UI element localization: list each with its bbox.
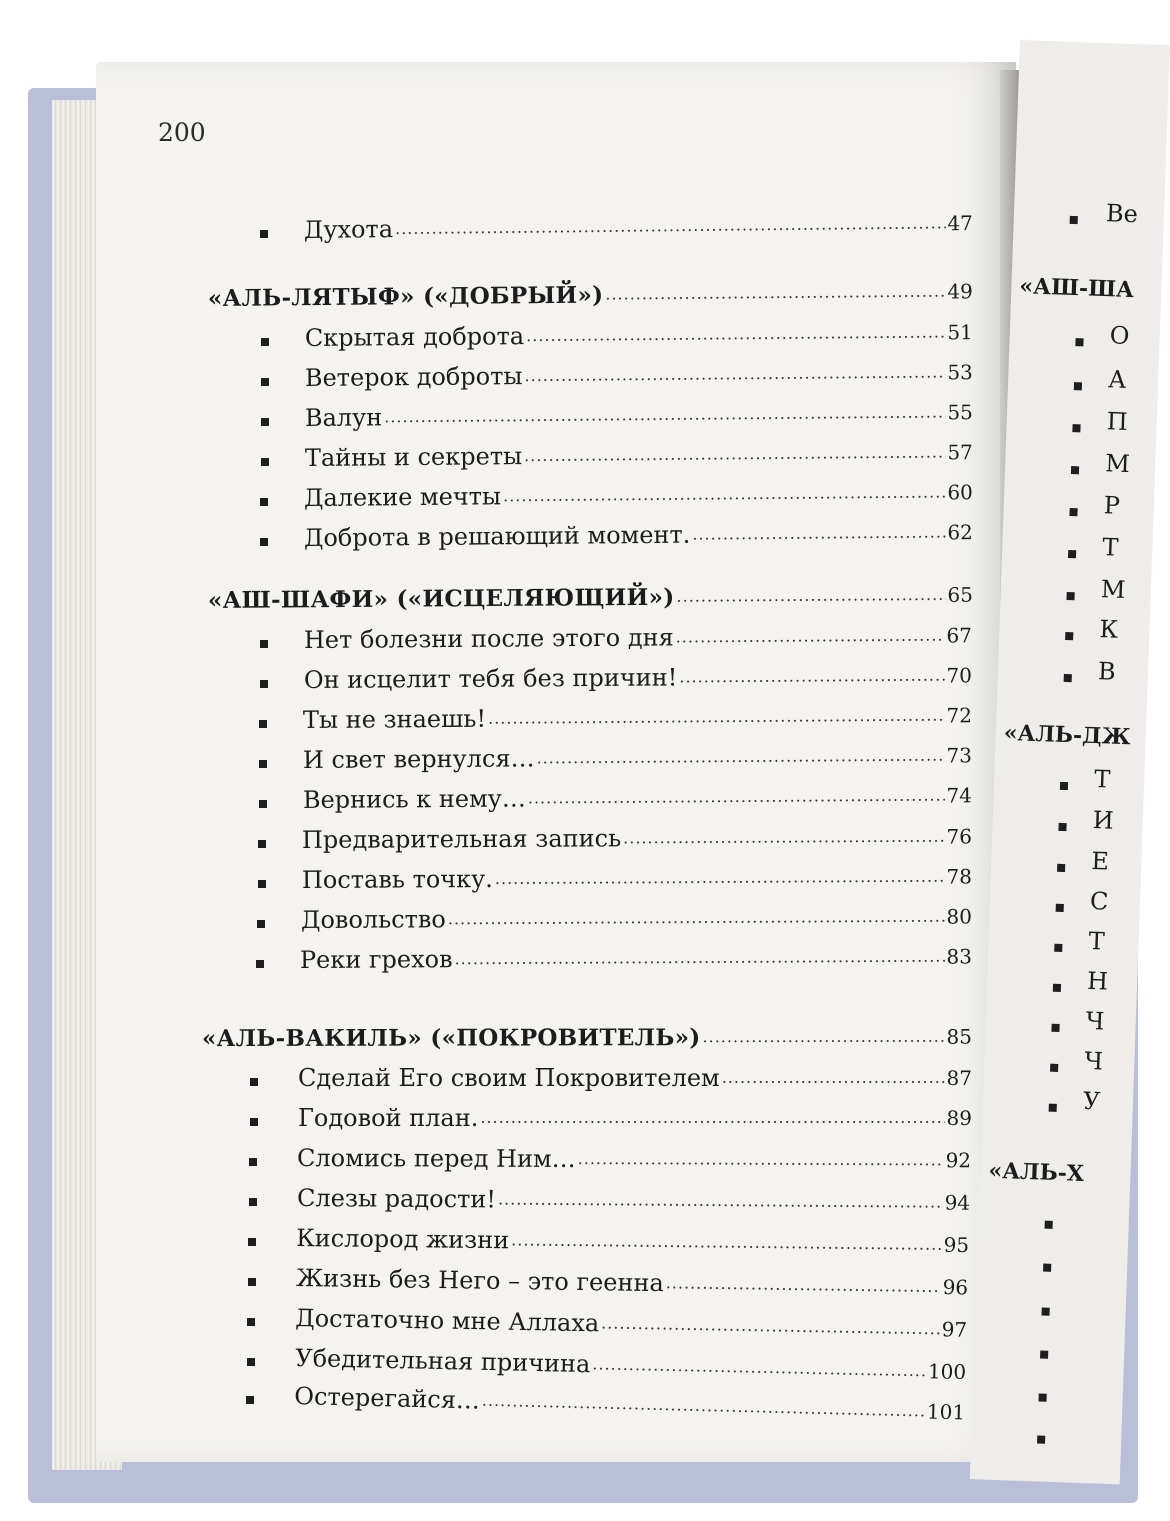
- bullet-icon: [1068, 550, 1076, 558]
- toc-page-number: 70: [946, 663, 972, 688]
- bullet-icon: [260, 498, 268, 506]
- toc-entry: [305, 312, 973, 352]
- toc-entry: [298, 1098, 972, 1132]
- bullet-icon: [1064, 674, 1072, 682]
- toc-entry: [304, 655, 972, 694]
- toc-entry: [305, 352, 973, 392]
- toc-entry-title: И: [1092, 806, 1115, 835]
- dot-leader: [526, 322, 945, 345]
- toc-entry: [298, 1058, 972, 1092]
- toc-entry-title: П: [1106, 407, 1129, 436]
- page-number: 200: [158, 118, 206, 147]
- toc-page-number: 94: [944, 1190, 971, 1215]
- toc-entry: [304, 512, 973, 552]
- toc-entry-title: В: [1097, 657, 1117, 686]
- toc-page-number: 80: [946, 904, 972, 929]
- bullet-icon: [248, 1278, 256, 1286]
- toc-page-number: 51: [947, 320, 973, 345]
- dot-leader: [601, 1313, 940, 1338]
- dot-leader: [722, 1068, 945, 1087]
- bullet-icon: [260, 640, 268, 648]
- toc-page-number: 65: [947, 582, 973, 607]
- bullet-icon: [1049, 1104, 1057, 1112]
- dot-leader: [498, 1189, 943, 1211]
- dot-leader: [384, 402, 945, 426]
- toc-entry-title: Скрытая доброта: [304, 322, 525, 352]
- toc-section-heading: «АЛЬ-ДЖ: [1003, 719, 1132, 751]
- toc-entry: [305, 432, 973, 472]
- toc-page-number: 87: [946, 1066, 972, 1090]
- dot-leader: [488, 706, 944, 728]
- toc-entry-title: Вернись к нему…: [302, 784, 526, 814]
- toc-entry-title: Нет болезни после этого дня: [303, 623, 674, 654]
- bullet-icon: [1038, 1393, 1046, 1401]
- toc-entry-title: Т: [1101, 533, 1119, 562]
- dot-leader: [524, 362, 945, 385]
- toc-entry: [296, 1218, 969, 1259]
- bullet-icon: [1070, 216, 1078, 224]
- toc-entry-title: Е: [1090, 847, 1110, 876]
- bullet-icon: [259, 760, 267, 768]
- toc-entry: [302, 856, 972, 894]
- toc-entry-title: Валун: [304, 403, 383, 432]
- bullet-icon: [259, 800, 267, 808]
- toc-entry-title: М: [1104, 449, 1131, 479]
- toc-entry-title: Достаточно мне Аллаха: [295, 1304, 600, 1338]
- toc-entry-title: Он исцелит тебя без причин!: [303, 663, 678, 694]
- toc-entry-title: Довольство: [300, 905, 446, 934]
- toc-entry-title: Кислород жизни: [296, 1224, 510, 1255]
- bullet-icon: [1054, 944, 1062, 952]
- toc-entry: [305, 392, 973, 432]
- toc-page-number: 76: [946, 824, 972, 849]
- toc-entry-title: О: [1109, 321, 1130, 350]
- toc-page-number: 62: [947, 520, 973, 545]
- bullet-icon: [1060, 782, 1068, 790]
- bullet-icon: [1056, 904, 1064, 912]
- dot-leader: [495, 867, 945, 888]
- dot-leader: [482, 1391, 926, 1421]
- toc-entry-title: Слезы радости!: [297, 1184, 497, 1214]
- toc-entry-title: И свет вернулся…: [302, 744, 535, 774]
- toc-page-number: 47: [947, 210, 973, 236]
- toc-page-number: 96: [942, 1275, 969, 1300]
- toc-entry-title: Т: [1093, 765, 1111, 794]
- bullet-icon: [1075, 338, 1083, 346]
- bullet-icon: [247, 1318, 255, 1326]
- toc-entry-title: Жизнь без Него – это геенна: [296, 1264, 664, 1298]
- bullet-icon: [1065, 632, 1073, 640]
- bullet-icon: [1050, 1064, 1058, 1072]
- bullet-icon: [1066, 592, 1074, 600]
- bullet-icon: [258, 840, 266, 848]
- toc-page-number: 67: [946, 623, 972, 648]
- dot-leader: [528, 786, 945, 808]
- toc-entry: [302, 816, 972, 854]
- dot-leader: [395, 213, 946, 238]
- toc-entry: [304, 203, 973, 244]
- bullet-icon: [1045, 1221, 1053, 1229]
- toc-entry: [301, 896, 972, 934]
- bullet-icon: [259, 720, 267, 728]
- toc-entry: [304, 615, 972, 654]
- toc-page-number: 95: [943, 1232, 970, 1258]
- bullet-icon: [256, 960, 264, 968]
- toc-entry: [300, 936, 972, 974]
- toc-entry-title: Далекие мечты: [303, 482, 502, 512]
- bullet-icon: [258, 880, 266, 888]
- toc-entry-title: «АШ-ШАФИ» («ИСЦЕЛЯЮЩИЙ»): [207, 583, 675, 614]
- toc-entry-title: Ве: [1105, 199, 1139, 229]
- dot-leader: [692, 522, 945, 543]
- dot-leader: [676, 626, 945, 647]
- bullet-icon: [250, 1078, 258, 1086]
- toc-entry-title: Реки грехов: [299, 945, 453, 974]
- toc-entry: [297, 1138, 971, 1174]
- toc-entry-title: Р: [1103, 491, 1121, 520]
- toc-entry-title: Убедительная причина: [295, 1344, 591, 1379]
- dot-leader: [703, 1027, 945, 1046]
- bullet-icon: [261, 378, 269, 386]
- toc-page-number: 60: [947, 480, 973, 505]
- bullet-icon: [249, 1158, 257, 1166]
- toc-page-number: 73: [946, 743, 972, 768]
- dot-leader: [592, 1354, 926, 1380]
- toc-page-number: 100: [927, 1359, 967, 1385]
- bullet-icon: [1072, 424, 1080, 432]
- toc-entry-title: Сломись перед Ним…: [297, 1144, 576, 1173]
- toc-entry-title: М: [1100, 575, 1126, 605]
- bullet-icon: [261, 418, 269, 426]
- bullet-icon: [1040, 1351, 1048, 1359]
- toc-entry-title: Духота: [303, 215, 394, 244]
- toc-entry-title: Ч: [1085, 1006, 1105, 1036]
- dot-leader: [623, 827, 944, 848]
- toc-entry-title: Ч: [1083, 1046, 1104, 1076]
- toc-entry-title: Годовой план.: [298, 1104, 479, 1132]
- toc-entry-title: Тайны и секреты: [304, 442, 523, 472]
- toc-section-heading: «АШ-ША: [1018, 273, 1135, 304]
- toc-entry-title: Поставь точку.: [301, 865, 493, 894]
- toc-page-number: 85: [946, 1024, 972, 1049]
- bullet-icon: [247, 1358, 255, 1366]
- toc-entry-title: У: [1082, 1086, 1101, 1116]
- toc-entry-title: Т: [1088, 926, 1106, 956]
- toc-entry: [303, 735, 972, 774]
- toc-page-number: 72: [946, 703, 972, 728]
- toc-section-heading: [208, 271, 973, 312]
- toc-entry-title: «АЛЬ-ЛЯТЫФ» («ДОБРЫЙ»): [207, 281, 604, 312]
- dot-leader: [676, 585, 945, 606]
- bullet-icon: [246, 1396, 254, 1404]
- bullet-icon: [1053, 984, 1061, 992]
- toc-page-number: 89: [946, 1106, 972, 1130]
- toc-page-number: 57: [947, 440, 973, 465]
- toc-entry: [295, 1298, 967, 1344]
- toc-entry-title: К: [1098, 615, 1119, 644]
- toc-entry-title: Доброта в решающий момент.: [303, 520, 691, 552]
- dot-leader: [511, 1230, 942, 1254]
- toc-page-number: 97: [941, 1317, 968, 1342]
- bullet-icon: [1069, 508, 1077, 516]
- bullet-icon: [1041, 1308, 1049, 1316]
- toc-page-number: 78: [946, 864, 972, 889]
- toc-entry-title: Н: [1086, 966, 1109, 996]
- bullet-icon: [1051, 1024, 1059, 1032]
- toc-page-number: 101: [926, 1399, 966, 1425]
- dot-leader: [448, 907, 945, 929]
- toc-entry: [303, 695, 972, 734]
- bullet-icon: [261, 338, 269, 346]
- bullet-icon: [1071, 466, 1079, 474]
- toc-section-heading: [208, 575, 973, 614]
- toc-entry-title: С: [1089, 886, 1109, 916]
- toc-entry-title: Сделай Его своим Покровителем: [298, 1064, 720, 1092]
- toc-section-heading: [202, 1017, 972, 1052]
- toc-section-heading: «АЛЬ-Х: [988, 1157, 1085, 1187]
- bullet-icon: [1058, 823, 1066, 831]
- toc-page-number: 49: [947, 279, 973, 304]
- toc-page-number: 74: [946, 783, 972, 808]
- toc-entry: [296, 1258, 968, 1301]
- dot-leader: [679, 666, 944, 687]
- bullet-icon: [250, 1118, 258, 1126]
- toc-entry: [304, 472, 973, 512]
- bullet-icon: [1037, 1435, 1045, 1443]
- dot-leader: [536, 746, 944, 768]
- bullet-icon: [261, 458, 269, 466]
- dot-leader: [578, 1149, 944, 1169]
- toc-entry: [303, 775, 972, 814]
- bullet-icon: [1057, 864, 1065, 872]
- bullet-icon: [1043, 1264, 1051, 1272]
- bullet-icon: [257, 920, 265, 928]
- dot-leader: [454, 947, 944, 969]
- dot-leader: [480, 1108, 944, 1127]
- dot-leader: [524, 442, 945, 465]
- dot-leader: [503, 482, 945, 505]
- dot-leader: [666, 1273, 941, 1296]
- toc-entry-title: Ветерок доброты: [304, 362, 523, 392]
- bullet-icon: [1074, 382, 1082, 390]
- toc-page-number: 83: [946, 944, 972, 969]
- toc-entry-title: Ты не знаешь!: [302, 704, 487, 734]
- bullet-icon: [260, 538, 268, 546]
- toc-entry-title: «АЛЬ-ВАКИЛЬ» («ПОКРОВИТЕЛЬ»): [201, 1024, 701, 1052]
- toc-page-number: 53: [947, 360, 973, 385]
- bullet-icon: [260, 680, 268, 688]
- toc-entry-title: Остерегайся…: [294, 1382, 481, 1415]
- toc-entry-title: А: [1107, 365, 1127, 394]
- bullet-icon: [249, 1198, 257, 1206]
- bullet-icon: [248, 1238, 256, 1246]
- bullet-icon: [260, 230, 268, 238]
- toc-page-number: 55: [947, 400, 973, 425]
- dot-leader: [605, 282, 945, 304]
- toc-entry: [297, 1178, 970, 1217]
- toc-page-number: 92: [945, 1148, 972, 1173]
- toc-entry-title: Предварительная запись: [301, 824, 622, 854]
